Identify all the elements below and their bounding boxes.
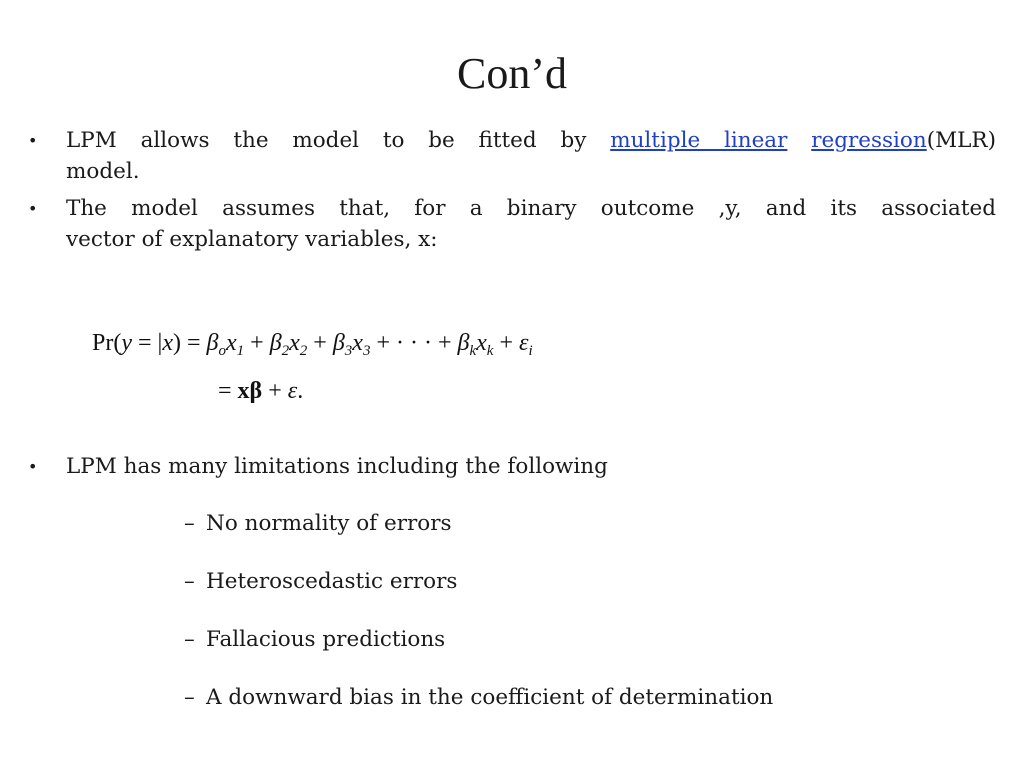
equation-line-2: = xβ + ε. (218, 378, 304, 404)
mlr-text: (MLR) (926, 128, 996, 153)
bullet-marker: • (28, 199, 38, 218)
regression-link[interactable]: regression (811, 128, 927, 153)
sub-item (184, 566, 984, 624)
bullet-line (66, 125, 996, 156)
bullet-item-limitations (28, 451, 996, 482)
dash-marker: – (184, 685, 195, 710)
sub-item-text: Heteroscedastic errors (206, 569, 458, 594)
slide-title: Con’d (457, 49, 567, 98)
bullet-item-mlr (28, 125, 996, 187)
sub-item (184, 682, 984, 740)
equation-line-1: $Pr(y = |x) = \beta_ox_1 + \beta_2x_2 + \beta_3x_3$ + · · · + $\beta_kx_k + \varepsilon_i$ (92, 330, 533, 359)
sub-item-text: A downward bias in the coefficient of determination (206, 685, 774, 710)
bullet-continuation: model. (66, 159, 140, 184)
dash-marker: – (184, 569, 195, 594)
bullet-line: The model assumes that, for a binary outcome ,y, and its associated (66, 196, 996, 221)
sub-item-text: No normality of errors (206, 511, 452, 536)
limitations-sublist (184, 508, 984, 740)
sub-item (184, 624, 984, 682)
bullet-list-limitations (28, 451, 996, 488)
bullet-list (28, 125, 996, 261)
bullet-marker: • (28, 131, 38, 150)
multiple-linear-link[interactable]: multiple linear (610, 128, 788, 153)
bullet-continuation: vector of explanatory variables, x: (66, 227, 438, 252)
dash-marker: – (184, 627, 195, 652)
sub-item (184, 508, 984, 566)
dash-marker: – (184, 511, 195, 536)
sub-item-text: Fallacious predictions (206, 627, 446, 652)
bullet-item-assumption (28, 193, 996, 255)
bullet-text: LPM allows the model to be fitted by (66, 128, 587, 153)
bullet-marker: • (28, 457, 38, 476)
lpm-equation (92, 322, 732, 412)
bullet-text: LPM has many limitations including the following (66, 454, 608, 479)
